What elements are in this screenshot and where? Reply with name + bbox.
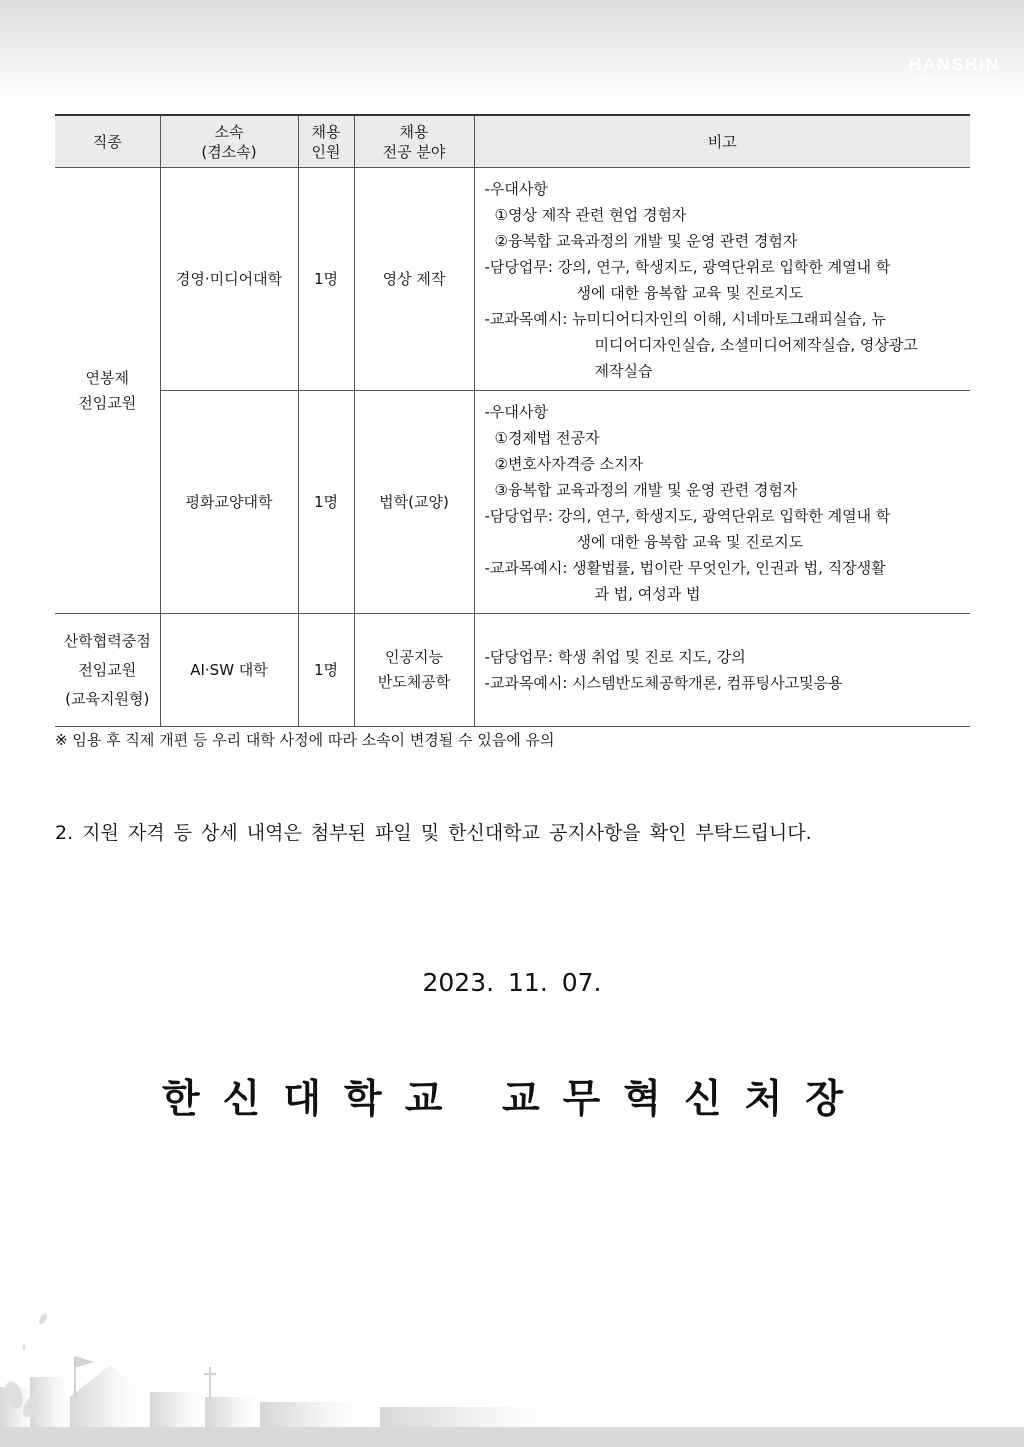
note-line: ③융복합 교육과정의 개발 및 운영 관련 경험자 — [494, 481, 798, 499]
note-line: -담당업무: 강의, 연구, 학생지도, 광역단위로 입학한 계열내 학 — [484, 258, 891, 276]
note-line: -우대사항 — [484, 403, 548, 421]
logo-name: HANSHIN — [908, 55, 1001, 74]
field-cell: 인공지능 반도체공학 — [354, 614, 474, 727]
note-line: -우대사항 — [484, 180, 548, 198]
header-type: 직종 — [55, 115, 160, 168]
logo-sub: UNIVERSITY — [910, 75, 1002, 82]
ground-band — [0, 1427, 1024, 1447]
recruitment-table — [55, 114, 970, 727]
note-line: 생에 대한 융복합 교육 및 진로지도 — [576, 533, 804, 551]
table-row — [55, 614, 970, 727]
note-line: -담당업무: 강의, 연구, 학생지도, 광역단위로 입학한 계열내 학 — [484, 507, 891, 525]
note-line: -담당업무: 학생 취업 및 진로 지도, 강의 — [484, 648, 746, 666]
note-line: ②변호사자격증 소지자 — [494, 455, 644, 473]
header-band — [0, 0, 1024, 100]
field-cell: 법학(교양) — [354, 391, 474, 614]
date: 2023. 11. 07. — [422, 968, 602, 997]
note-line: 과 법, 여성과 법 — [594, 585, 701, 603]
header-count: 채용 인원 — [298, 115, 354, 168]
header-remarks: 비고 — [474, 115, 970, 168]
affiliation-cell: AI·SW 대학 — [160, 614, 298, 727]
note-line: 제작실습 — [594, 362, 653, 380]
table-header-row — [55, 115, 970, 168]
count-cell: 1명 — [298, 391, 354, 614]
count-cell: 1명 — [298, 614, 354, 727]
note-line: ①영상 제작 관련 현업 경험자 — [494, 206, 687, 224]
university-logo — [907, 56, 1002, 83]
buildings — [0, 1365, 580, 1427]
remarks-cell — [474, 614, 970, 727]
type-cell: 연봉제 전임교원 — [55, 168, 160, 614]
table-row — [55, 391, 970, 614]
header-field: 채용 전공 분야 — [354, 115, 474, 168]
field-cell: 영상 제작 — [354, 168, 474, 391]
note-line: ①경제법 전공자 — [494, 429, 600, 447]
type-cell: 산학협력중점 전임교원 (교육지원형) — [55, 614, 160, 727]
note-line: -교과목예시: 시스템반도체공학개론, 컴퓨팅사고및응용 — [484, 674, 843, 692]
table-row — [55, 168, 970, 391]
count-cell: 1명 — [298, 168, 354, 391]
footnote: ※ 임용 후 직제 개편 등 우리 대학 사정에 따라 소속이 변경될 수 있음에 유의 — [55, 731, 555, 749]
affiliation-cell: 경영·미디어대학 — [160, 168, 298, 391]
header-affiliation: 소속 (겸소속) — [160, 115, 298, 168]
note-line: ②융복합 교육과정의 개발 및 운영 관련 경험자 — [494, 232, 798, 250]
remarks-cell — [474, 391, 970, 614]
note-line: -교과목예시: 뉴미디어디자인의 이해, 시네마토그래피실습, 뉴 — [484, 310, 886, 328]
signature: 한신대학교 교무혁신처장 — [162, 1077, 866, 1122]
note-line: -교과목예시: 생활법률, 법이란 무엇인가, 인권과 법, 직장생활 — [484, 559, 886, 577]
notice-paragraph: 2. 지원 자격 등 상세 내역은 첨부된 파일 및 한신대학교 공지사항을 확인 부탁드립니다. — [55, 822, 812, 844]
campus-skyline-illustration — [0, 1247, 1024, 1447]
affiliation-cell: 평화교양대학 — [160, 391, 298, 614]
note-line: 미디어디자인실습, 소셜미디어제작실습, 영상광고 — [594, 336, 918, 354]
note-line: 생에 대한 융복합 교육 및 진로지도 — [576, 284, 804, 302]
remarks-cell — [474, 168, 970, 391]
